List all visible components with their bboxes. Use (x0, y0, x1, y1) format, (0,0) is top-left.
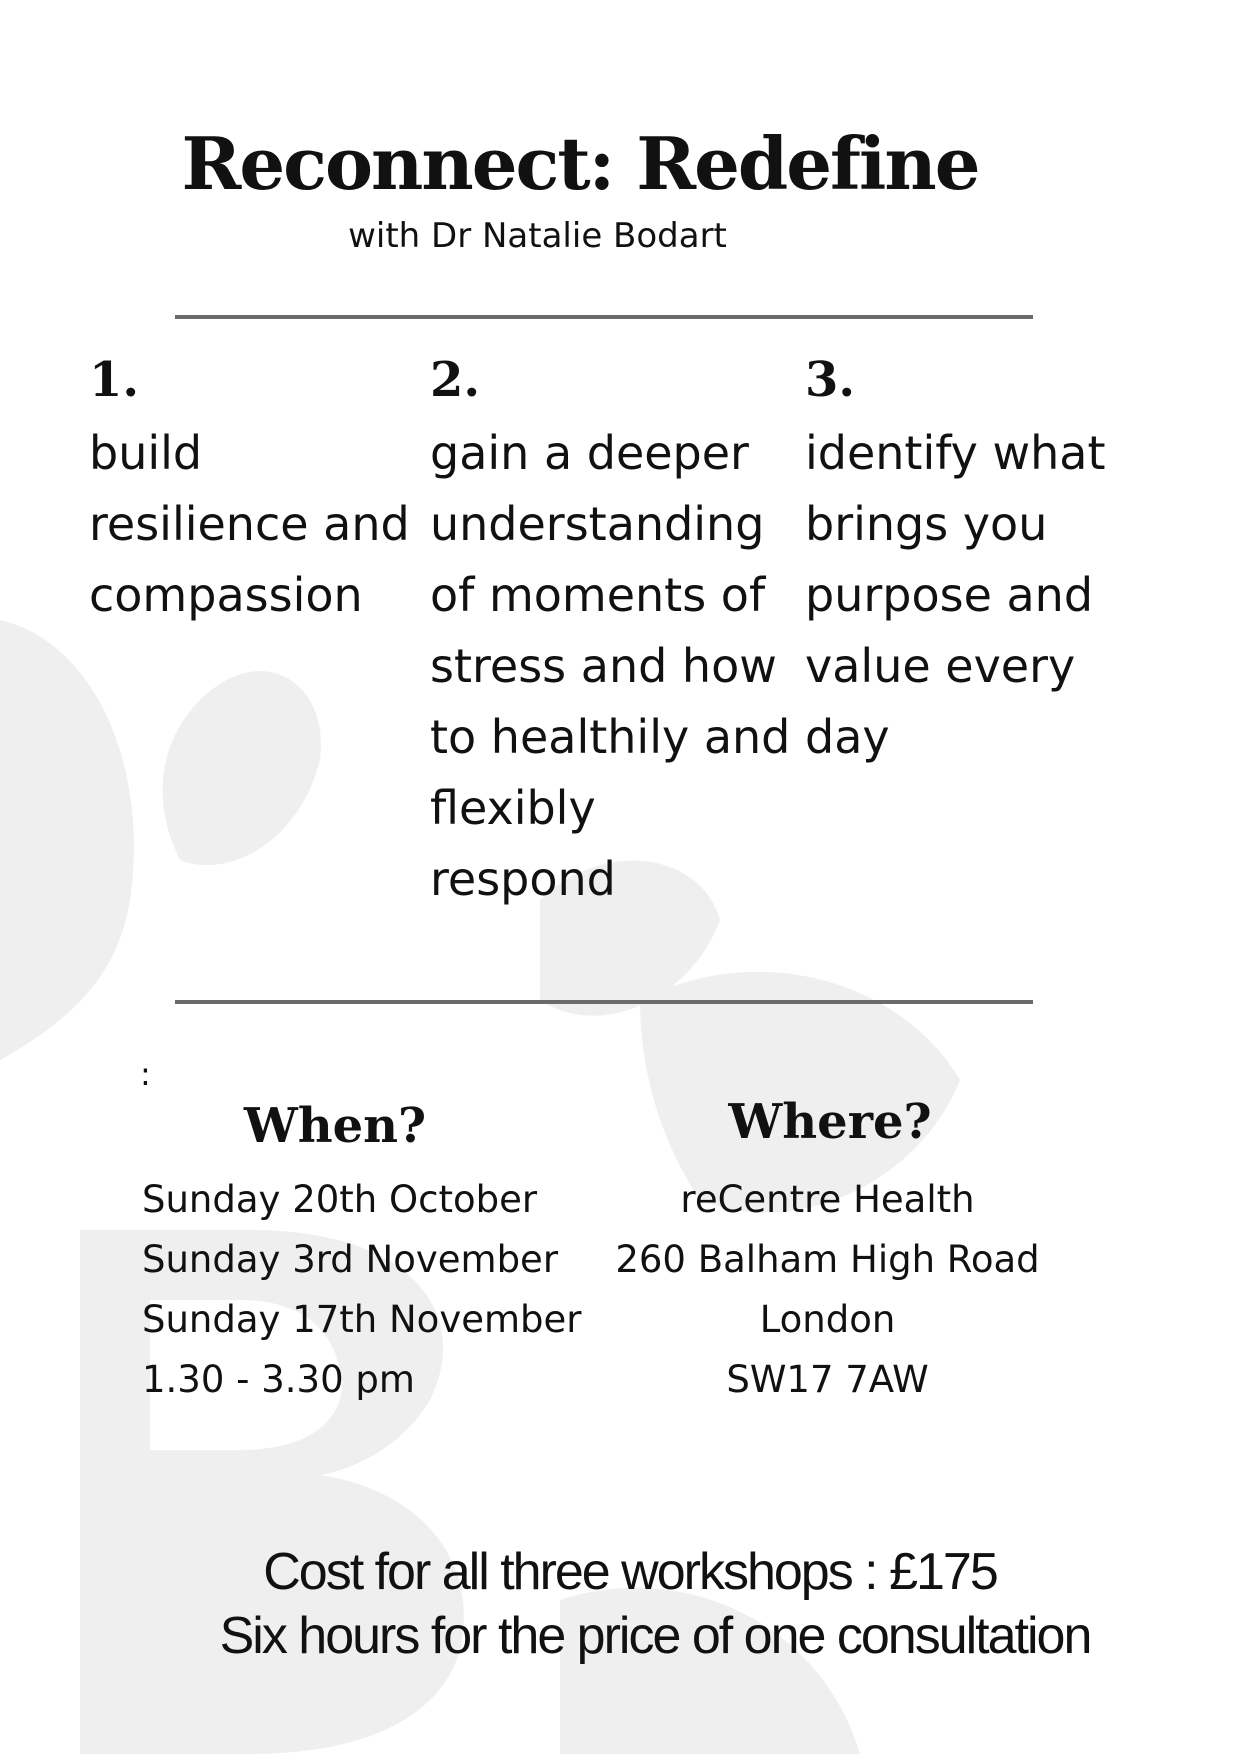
when-heading: When? (243, 1098, 427, 1154)
where-line: 260 Balham High Road (615, 1238, 1040, 1281)
goal-2 (430, 352, 795, 915)
page-title: Reconnect: Redefine (181, 121, 979, 206)
cost-line: Cost for all three workshops : £175 (263, 1543, 997, 1601)
top-divider (175, 315, 1033, 319)
goal-3 (805, 352, 1145, 773)
goal-text: gain a deeper understanding of moments of stress and how to healthily and flexibly respond (430, 426, 791, 906)
where-line: reCentre Health (680, 1178, 975, 1221)
when-line: Sunday 20th October (142, 1178, 538, 1221)
when-line: Sunday 17th November (142, 1298, 582, 1341)
goal-number: 1. (89, 352, 140, 408)
when-line: Sunday 3rd November (142, 1238, 559, 1281)
goal-number: 3. (805, 352, 856, 408)
bottom-divider (175, 1000, 1033, 1004)
goal-text: build resilience and compassion (89, 426, 410, 622)
stray-colon: : (140, 1055, 151, 1093)
goal-1 (89, 352, 429, 631)
when-details (142, 1170, 582, 1410)
where-line: SW17 7AW (726, 1358, 929, 1401)
goal-text: identify what brings you purpose and value every day (805, 426, 1106, 764)
where-details (590, 1170, 1065, 1410)
goal-number: 2. (430, 352, 481, 408)
page-subtitle: with Dr Natalie Bodart (348, 216, 727, 256)
cost-block (0, 1540, 1240, 1668)
where-line: London (759, 1298, 896, 1341)
value-line: Six hours for the price of one consultation (219, 1607, 1091, 1665)
where-heading: Where? (728, 1094, 932, 1150)
when-line: 1.30 - 3.30 pm (142, 1358, 415, 1401)
